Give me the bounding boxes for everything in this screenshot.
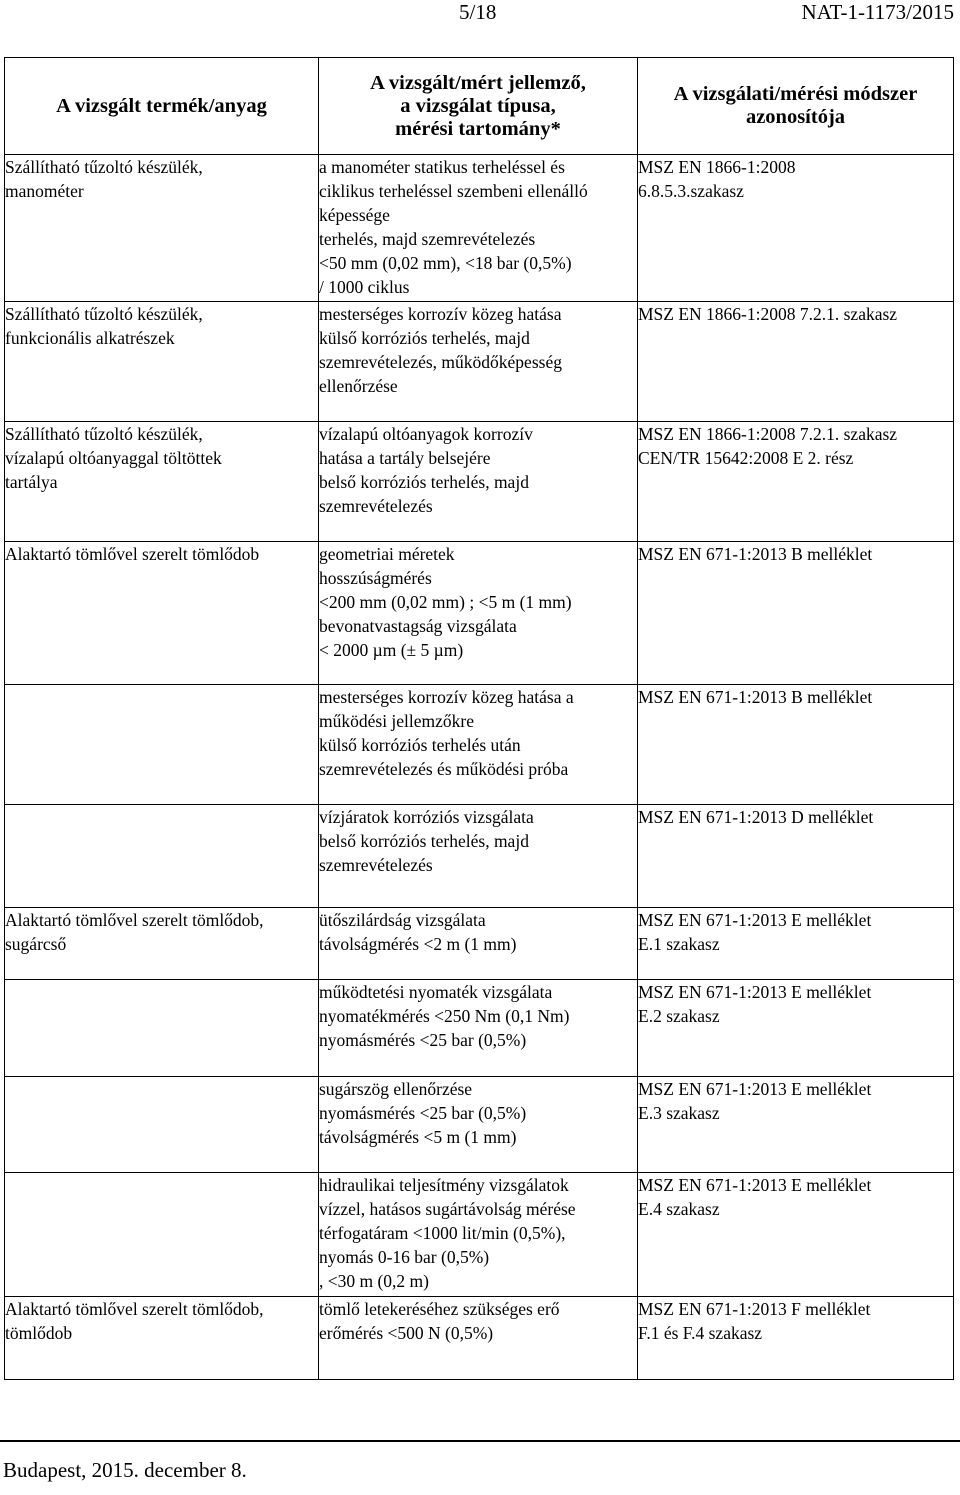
- product-cell: [5, 980, 319, 1077]
- product-line: Szállítható tűzoltó készülék,: [5, 424, 203, 444]
- table-row: [5, 1297, 954, 1380]
- property-line: nyomás 0-16 bar (0,5%): [319, 1247, 490, 1267]
- product-line: Szállítható tűzoltó készülék,: [5, 157, 203, 177]
- property-line: belső korróziós terhelés, majd: [319, 831, 529, 851]
- method-line: MSZ EN 671-1:2013 E melléklet: [638, 1175, 872, 1195]
- product-cell: [5, 1297, 319, 1380]
- property-cell: [319, 908, 638, 980]
- product-cell: [5, 805, 319, 908]
- method-line: E.3 szakasz: [638, 1103, 720, 1123]
- table-row: [5, 542, 954, 685]
- method-cell: [638, 542, 954, 685]
- property-line: mesterséges korrozív közeg hatása a: [319, 687, 574, 707]
- product-line: vízalapú oltóanyaggal töltöttek: [5, 448, 222, 468]
- method-line: CEN/TR 15642:2008 E 2. rész: [638, 448, 854, 468]
- property-cell: [319, 1297, 638, 1380]
- property-line: mesterséges korrozív közeg hatása: [319, 304, 562, 324]
- property-cell: [319, 155, 638, 302]
- header-product-line: A vizsgált termék/anyag: [56, 94, 267, 117]
- product-cell: [5, 685, 319, 805]
- method-cell: [638, 908, 954, 980]
- method-line: MSZ EN 1866-1:2008 7.2.1. szakasz: [638, 424, 898, 444]
- method-cell: [638, 302, 954, 422]
- property-line: <200 mm (0,02 mm) ; <5 m (1 mm): [319, 592, 572, 612]
- property-line: nyomásmérés <25 bar (0,5%): [319, 1030, 527, 1050]
- product-line: tömlődob: [5, 1323, 73, 1343]
- method-line: MSZ EN 671-1:2013 B melléklet: [638, 544, 873, 564]
- method-line: MSZ EN 671-1:2013 E melléklet: [638, 982, 872, 1002]
- test-methods-table: [4, 57, 954, 1380]
- product-line: Szállítható tűzoltó készülék,: [5, 304, 203, 324]
- property-cell: [319, 1173, 638, 1297]
- property-line: térfogatáram <1000 lit/min (0,5%),: [319, 1223, 566, 1243]
- property-line: szemrevételezés: [319, 496, 433, 516]
- product-cell: [5, 1077, 319, 1173]
- property-line: vízjáratok korróziós vizsgálata: [319, 807, 534, 827]
- header-property-line: A vizsgált/mért jellemző,: [370, 71, 586, 94]
- table-row: [5, 805, 954, 908]
- property-cell: [319, 685, 638, 805]
- header-property-line: mérési tartomány*: [395, 117, 561, 140]
- property-line: nyomásmérés <25 bar (0,5%): [319, 1103, 527, 1123]
- property-line: távolságmérés <5 m (1 mm): [319, 1127, 517, 1147]
- document-id: NAT-1-1173/2015: [801, 0, 954, 24]
- header-method-line: azonosítója: [745, 106, 846, 128]
- table-row: [5, 980, 954, 1077]
- method-line: MSZ EN 671-1:2013 E melléklet: [638, 1079, 872, 1099]
- property-line: <50 mm (0,02 mm), <18 bar (0,5%): [319, 253, 572, 273]
- property-line: szemrevételezés: [319, 855, 433, 875]
- property-line: nyomatékmérés <250 Nm (0,1 Nm): [319, 1006, 570, 1026]
- product-line: funkcionális alkatrészek: [5, 328, 175, 348]
- method-line: MSZ EN 1866-1:2008 7.2.1. szakasz: [638, 304, 898, 324]
- method-cell: [638, 685, 954, 805]
- property-cell: [319, 302, 638, 422]
- property-line: vízzel, hatásos sugártávolság mérése: [319, 1199, 576, 1219]
- property-line: / 1000 ciklus: [319, 277, 410, 297]
- page-header: [0, 0, 960, 28]
- property-line: , <30 m (0,2 m): [319, 1271, 429, 1291]
- method-cell: [638, 805, 954, 908]
- property-line: < 2000 µm (± 5 µm): [319, 640, 464, 660]
- property-line: külső korróziós terhelés után: [319, 735, 521, 755]
- product-cell: [5, 155, 319, 302]
- property-line: a manométer statikus terheléssel és: [319, 157, 565, 177]
- header-product: [5, 58, 319, 155]
- property-cell: [319, 805, 638, 908]
- method-line: 6.8.5.3.szakasz: [638, 181, 744, 201]
- method-cell: [638, 155, 954, 302]
- product-line: Alaktartó tömlővel szerelt tömlődob,: [5, 910, 264, 930]
- property-line: belső korróziós terhelés, majd: [319, 472, 529, 492]
- property-line: hosszúságmérés: [319, 568, 432, 588]
- table-header-row: [5, 58, 954, 155]
- header-property-line: a vizsgálat típusa,: [400, 94, 556, 117]
- product-line: manométer: [5, 181, 84, 201]
- property-cell: [319, 1077, 638, 1173]
- product-cell: [5, 908, 319, 980]
- product-line: sugárcső: [5, 934, 67, 954]
- property-line: távolságmérés <2 m (1 mm): [319, 934, 517, 954]
- property-cell: [319, 542, 638, 685]
- property-line: ellenőrzése: [319, 376, 398, 396]
- method-cell: [638, 1173, 954, 1297]
- footer-place-date: Budapest, 2015. december 8.: [3, 1458, 247, 1482]
- method-line: E.1 szakasz: [638, 934, 720, 954]
- property-cell: [319, 980, 638, 1077]
- product-cell: [5, 422, 319, 542]
- property-line: szemrevételezés, működőképesség: [319, 352, 562, 372]
- property-line: tömlő letekeréséhez szükséges erő: [319, 1299, 560, 1319]
- method-cell: [638, 980, 954, 1077]
- method-line: E.2 szakasz: [638, 1006, 720, 1026]
- table-row: [5, 155, 954, 302]
- property-line: erőmérés <500 N (0,5%): [319, 1323, 494, 1343]
- property-line: geometriai méretek: [319, 544, 455, 564]
- header-method-line: A vizsgálati/mérési módszer: [673, 83, 918, 105]
- property-line: ciklikus terheléssel szembeni ellenálló: [319, 181, 588, 201]
- footer-divider: [0, 1440, 960, 1442]
- property-line: bevonatvastagság vizsgálata: [319, 616, 517, 636]
- property-cell: [319, 422, 638, 542]
- property-line: hatása a tartály belsejére: [319, 448, 491, 468]
- property-line: képessége: [319, 205, 390, 225]
- product-line: Alaktartó tömlővel szerelt tömlődob: [5, 544, 260, 564]
- property-line: ütőszilárdság vizsgálata: [319, 910, 486, 930]
- property-line: működési jellemzőkre: [319, 711, 475, 731]
- method-line: E.4 szakasz: [638, 1199, 720, 1219]
- product-line: Alaktartó tömlővel szerelt tömlődob,: [5, 1299, 264, 1319]
- method-line: F.1 és F.4 szakasz: [638, 1323, 763, 1343]
- method-cell: [638, 1297, 954, 1380]
- product-cell: [5, 1173, 319, 1297]
- property-line: szemrevételezés és működési próba: [319, 759, 569, 779]
- product-cell: [5, 542, 319, 685]
- method-line: MSZ EN 671-1:2013 B melléklet: [638, 687, 873, 707]
- property-line: terhelés, majd szemrevételezés: [319, 229, 536, 249]
- method-cell: [638, 1077, 954, 1173]
- property-line: sugárszög ellenőrzése: [319, 1079, 473, 1099]
- product-cell: [5, 302, 319, 422]
- header-property: [319, 58, 638, 155]
- table-row: [5, 1173, 954, 1297]
- table-row: [5, 1077, 954, 1173]
- property-line: vízalapú oltóanyagok korrozív: [319, 424, 533, 444]
- method-line: MSZ EN 671-1:2013 F melléklet: [638, 1299, 871, 1319]
- table-row: [5, 685, 954, 805]
- table-row: [5, 908, 954, 980]
- property-line: hidraulikai teljesítmény vizsgálatok: [319, 1175, 569, 1195]
- method-cell: [638, 422, 954, 542]
- method-line: MSZ EN 671-1:2013 D melléklet: [638, 807, 874, 827]
- header-method: [638, 58, 954, 155]
- method-line: MSZ EN 671-1:2013 E melléklet: [638, 910, 872, 930]
- table-row: [5, 302, 954, 422]
- table-row: [5, 422, 954, 542]
- property-line: működtetési nyomaték vizsgálata: [319, 982, 553, 1002]
- product-line: tartálya: [5, 472, 58, 492]
- page-number: 5/18: [459, 0, 497, 24]
- method-line: MSZ EN 1866-1:2008: [638, 157, 796, 177]
- property-line: külső korróziós terhelés, majd: [319, 328, 530, 348]
